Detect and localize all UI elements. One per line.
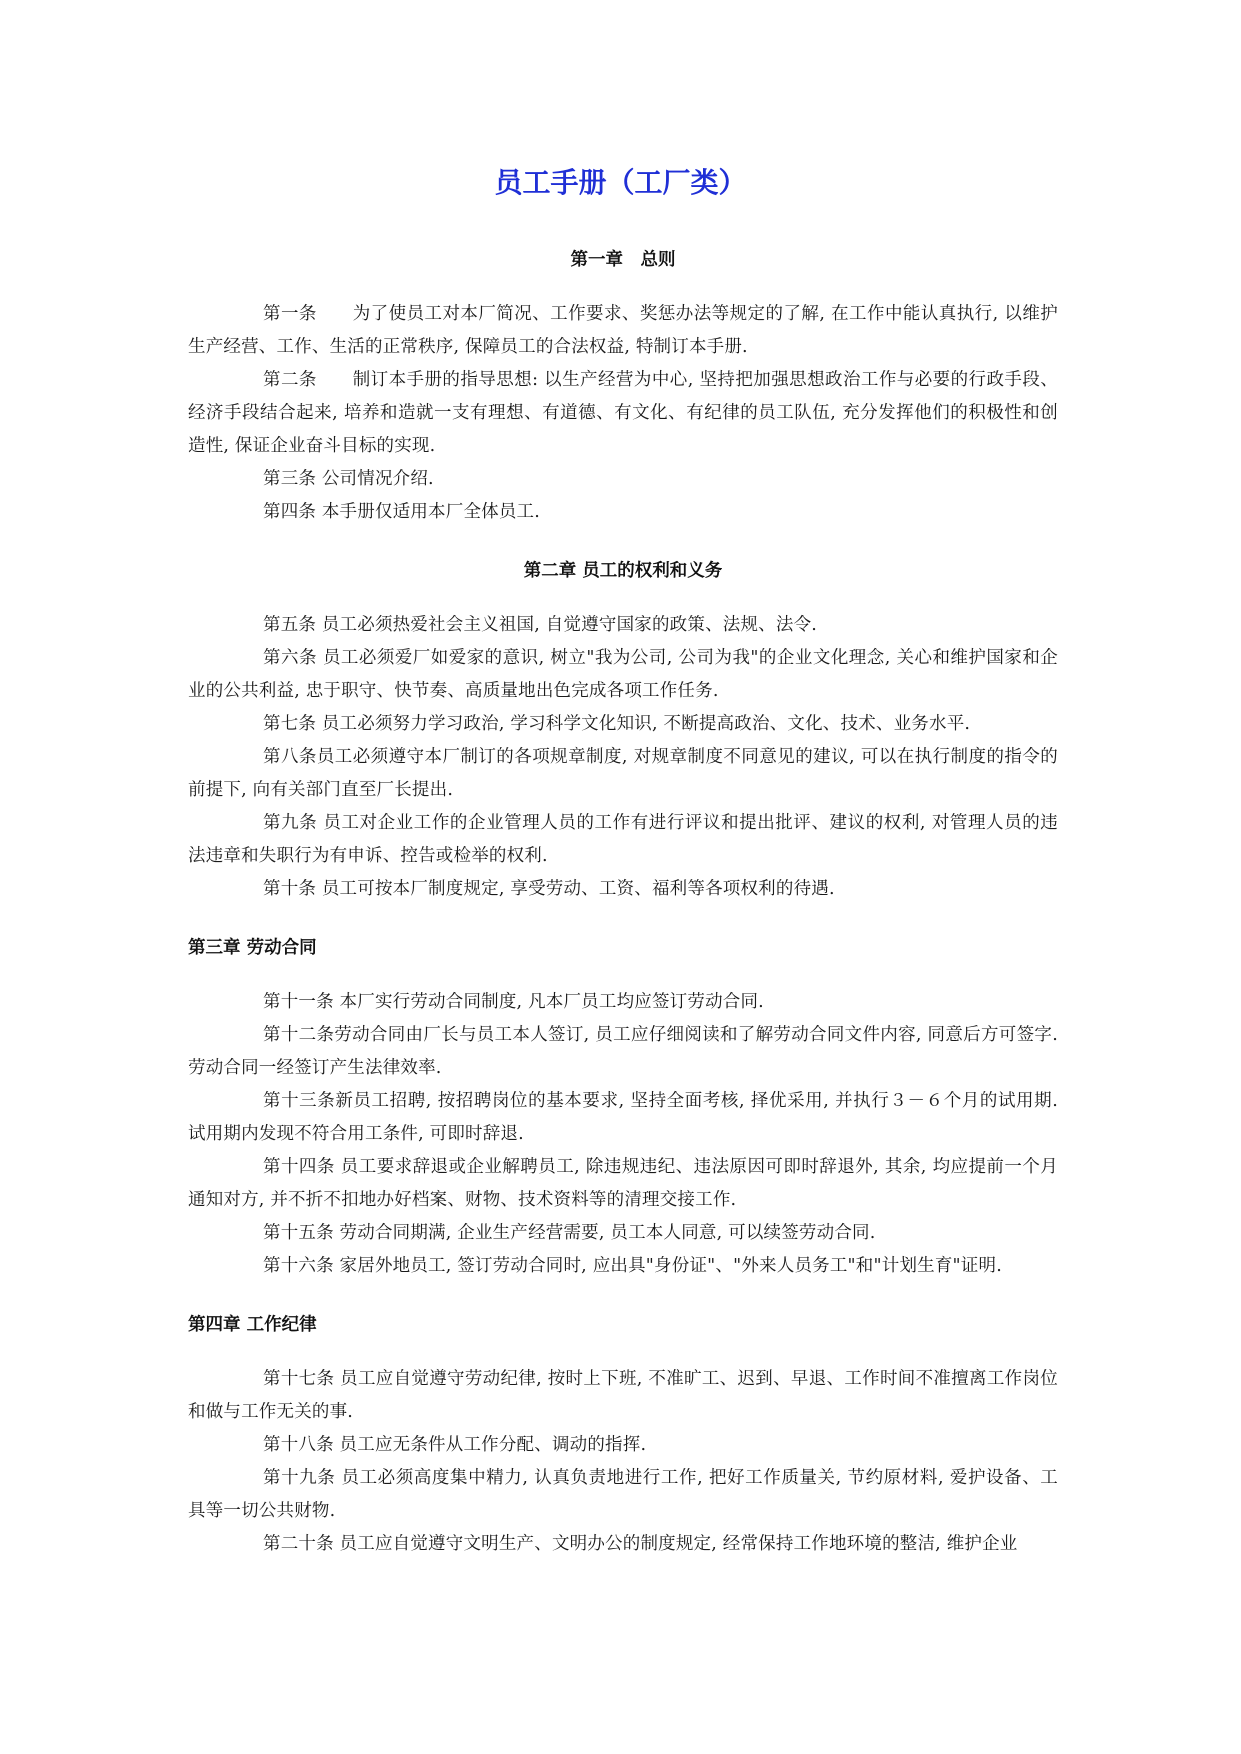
article-paragraph: 第六条 员工必须爱厂如爱家的意识, 树立"我为公司, 公司为我"的企业文化理念, 关心和维护国家和企业的公共利益, 忠于职守、快节奏、高质量地出色完成各项工作任务. [188, 648, 1058, 701]
chapter-heading: 第四章 工作纪律 [188, 1315, 317, 1335]
article-paragraph: 第三条 公司情况介绍. [263, 469, 434, 489]
article-paragraph: 第二条 制订本手册的指导思想: 以生产经营为中心, 坚持把加强思想政治工作与必要的行政手段、经济手段结合起来, 培养和造就一支有理想、有道德、有文化、有纪律的员工队伍, 充分发挥他们的积极性和创造性, 保证企业奋斗目标的实现. [188, 370, 1058, 456]
article-paragraph: 第十三条新员工招聘, 按招聘岗位的基本要求, 坚持全面考核, 择优采用, 并执行３－６个月的试用期. 试用期内发现不符合用工条件, 可即时辞退. [188, 1091, 1058, 1144]
chapter-heading: 第一章 总则 [570, 250, 676, 270]
article-paragraph: 第九条 员工对企业工作的企业管理人员的工作有进行评议和提出批评、建议的权利, 对管理人员的违法违章和失职行为有申诉、控告或检举的权利. [188, 813, 1058, 866]
article-paragraph: 第十四条 员工要求辞退或企业解聘员工, 除违规违纪、违法原因可即时辞退外, 其余, 均应提前一个月通知对方, 并不折不扣地办好档案、财物、技术资料等的清理交接工作. [188, 1157, 1058, 1210]
article-paragraph: 第五条 员工必须热爱社会主义祖国, 自觉遵守国家的政策、法规、法令. [263, 615, 818, 635]
chapter-3 [188, 934, 1058, 1283]
chapter-2 [188, 557, 1058, 906]
article-paragraph: 第一条 为了使员工对本厂简况、工作要求、奖惩办法等规定的了解, 在工作中能认真执行, 以维护生产经营、工作、生活的正常秩序, 保障员工的合法权益, 特制订本手册. [188, 304, 1058, 357]
article-paragraph: 第十六条 家居外地员工, 签订劳动合同时, 应出具"身份证"、"外来人员务工"和"计划生育"证明. [263, 1256, 1002, 1276]
chapter-1 [188, 246, 1058, 529]
article-paragraph: 第二十条 员工应自觉遵守文明生产、文明办公的制度规定, 经常保持工作地环境的整洁, 维护企业 [263, 1534, 1018, 1554]
article-paragraph: 第十八条 员工应无条件从工作分配、调动的指挥. [263, 1435, 647, 1455]
article-paragraph: 第七条 员工必须努力学习政治, 学习科学文化知识, 不断提高政治、文化、技术、业务水平. [263, 714, 971, 734]
article-paragraph: 第十条 员工可按本厂制度规定, 享受劳动、工资、福利等各项权利的待遇. [263, 879, 835, 899]
article-paragraph: 第十一条 本厂实行劳动合同制度, 凡本厂员工均应签订劳动合同. [263, 992, 764, 1012]
document-body [188, 246, 1058, 1561]
article-paragraph: 第四条 本手册仅适用本厂全体员工. [263, 502, 541, 522]
chapter-4 [188, 1311, 1058, 1561]
document-title: 员工手册（工厂类） [494, 166, 747, 199]
chapter-heading: 第三章 劳动合同 [188, 938, 317, 958]
article-paragraph: 第十二条劳动合同由厂长与员工本人签订, 员工应仔细阅读和了解劳动合同文件内容, 同意后方可签字. 劳动合同一经签订产生法律效率. [188, 1025, 1058, 1078]
article-paragraph: 第十九条 员工必须高度集中精力, 认真负责地进行工作, 把好工作质量关, 节约原材料, 爱护设备、工具等一切公共财物. [188, 1468, 1058, 1521]
article-paragraph: 第十七条 员工应自觉遵守劳动纪律, 按时上下班, 不准旷工、迟到、早退、工作时间不准擅离工作岗位和做与工作无关的事. [188, 1369, 1058, 1422]
article-paragraph: 第八条员工必须遵守本厂制订的各项规章制度, 对规章制度不同意见的建议, 可以在执行制度的指令的前提下, 向有关部门直至厂长提出. [188, 747, 1058, 800]
chapter-heading: 第二章 员工的权利和义务 [523, 561, 723, 581]
article-paragraph: 第十五条 劳动合同期满, 企业生产经营需要, 员工本人同意, 可以续签劳动合同. [263, 1223, 876, 1243]
